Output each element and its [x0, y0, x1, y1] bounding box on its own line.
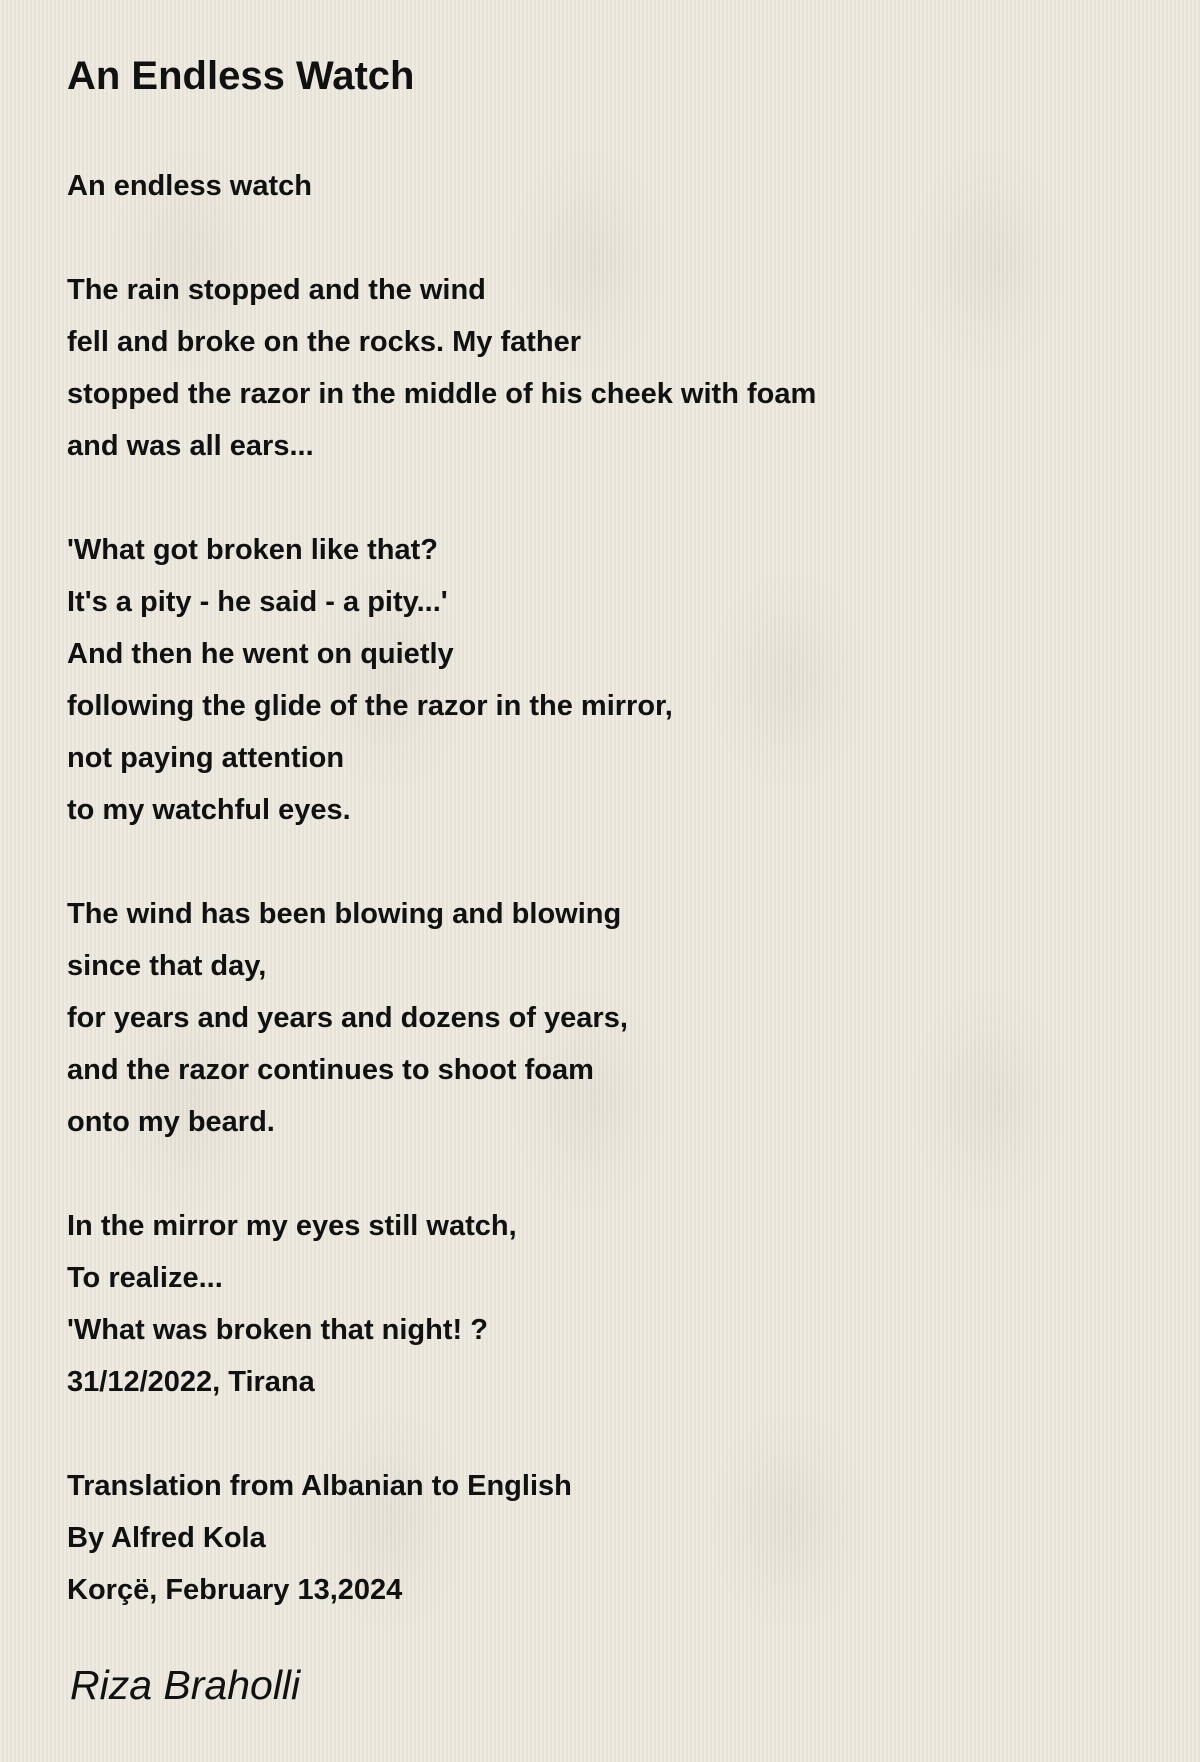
- poem-line: [67, 472, 1147, 524]
- poem-line: following the glide of the razor in the mirror,: [67, 690, 673, 722]
- poem-line: 31/12/2022, Tirana: [67, 1366, 315, 1398]
- poem-line: An endless watch: [67, 170, 312, 202]
- poem-line: and the razor continues to shoot foam: [67, 1054, 594, 1086]
- poem-line: 'What got broken like that?: [67, 534, 439, 566]
- poem-line: By Alfred Kola: [67, 1522, 266, 1554]
- poem-line: And then he went on quietly: [67, 638, 454, 670]
- poem-line: [67, 212, 1147, 264]
- poem-line: The rain stopped and the wind: [67, 274, 486, 306]
- poem-line: To realize...: [67, 1262, 223, 1294]
- poem-line: [67, 1408, 1147, 1460]
- poem-page: [67, 46, 1147, 1616]
- poem-line: In the mirror my eyes still watch,: [67, 1210, 517, 1242]
- poem-line: It's a pity - he said - a pity...': [67, 586, 448, 618]
- poem-line: Translation from Albanian to English: [67, 1470, 572, 1502]
- poem-line: [67, 1148, 1147, 1200]
- poem-title: An Endless Watch: [67, 54, 415, 98]
- poem-line: stopped the razor in the middle of his cheek with foam: [67, 378, 817, 410]
- poem-line: not paying attention: [67, 742, 345, 774]
- poem-line: 'What was broken that night! ?: [67, 1314, 488, 1346]
- poem-line: The wind has been blowing and blowing: [67, 898, 622, 930]
- poem-line: and was all ears...: [67, 430, 314, 462]
- poem-line: to my watchful eyes.: [67, 794, 351, 826]
- poem-line: [67, 836, 1147, 888]
- poem-line: for years and years and dozens of years,: [67, 1002, 628, 1034]
- poem-body: [67, 160, 1147, 1616]
- poem-line: Korçë, February 13,2024: [67, 1574, 403, 1606]
- author-name: Riza Braholli: [70, 1662, 301, 1708]
- poem-line: since that day,: [67, 950, 267, 982]
- poem-line: onto my beard.: [67, 1106, 275, 1138]
- poem-line: fell and broke on the rocks. My father: [67, 326, 582, 358]
